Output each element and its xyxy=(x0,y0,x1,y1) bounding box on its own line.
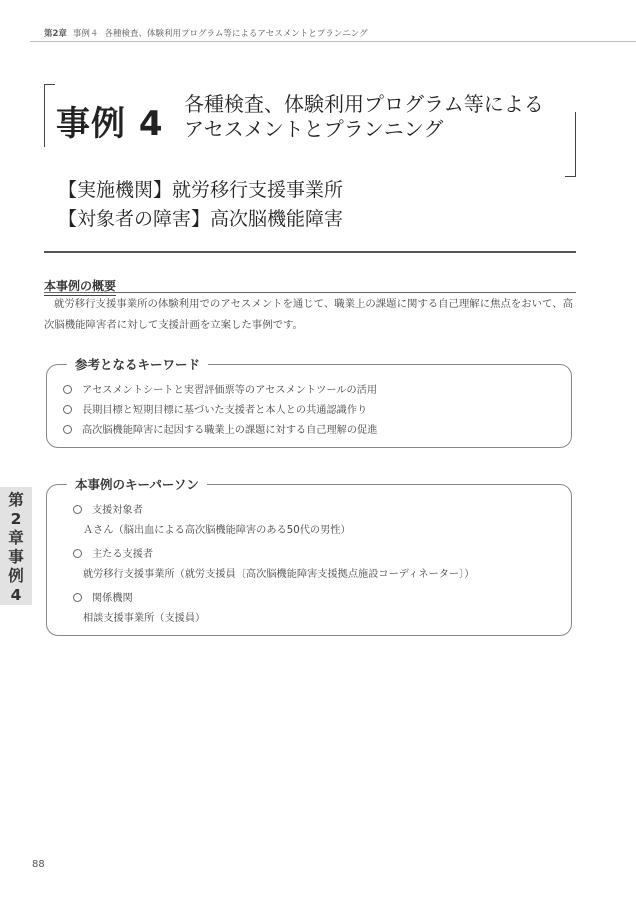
side-tab-char: 2 xyxy=(10,510,22,528)
chapter-side-tab-text xyxy=(0,491,32,605)
keywords-list xyxy=(63,381,377,441)
key-persons-title: 本事例のキーパーソン xyxy=(67,475,207,493)
list-item xyxy=(63,401,377,421)
facility-info xyxy=(58,176,343,234)
page-number: 88 xyxy=(32,859,45,870)
facility-line: 【実施機関】就労移行支援事業所 xyxy=(58,179,344,201)
key-person-label: 関係機関 xyxy=(92,593,133,604)
side-tab-char: 章 xyxy=(8,529,24,547)
list-item xyxy=(63,421,377,441)
keyword-text: 高次脳機能障害に起因する職業上の課題に対する自己理解の促進 xyxy=(82,425,378,436)
keyword-text: アセスメントシートと実習評価票等のアセスメントツールの活用 xyxy=(82,385,378,396)
circle-bullet-icon xyxy=(63,385,72,394)
overview-rule xyxy=(44,292,576,293)
key-person-label: 主たる支援者 xyxy=(92,549,154,560)
running-header-case: 事例４ xyxy=(72,29,99,39)
header-rule xyxy=(30,41,636,42)
circle-bullet-icon xyxy=(63,425,72,434)
case-title-line2: アセスメントとプランニング xyxy=(184,117,444,141)
key-person-item xyxy=(73,545,474,585)
key-persons-panel xyxy=(46,477,572,636)
title-block xyxy=(44,84,576,176)
facility-rule xyxy=(44,251,576,253)
circle-bullet-icon xyxy=(73,549,82,558)
title-bracket-right xyxy=(565,112,576,177)
circle-bullet-icon xyxy=(63,405,72,414)
overview-text: 就労移行支援事業所の体験利用でのアセスメントを通じて、職業上の課題に関する自己理解に焦点をおいて、高次脳機能障害者に対して支援計画を立案した事例です。 xyxy=(44,298,574,331)
circle-bullet-icon xyxy=(73,505,82,514)
key-person-value: 相談支援事業所（支援員） xyxy=(83,613,206,624)
keywords-panel xyxy=(46,357,572,448)
running-header-title: 各種検査、体験利用プログラム等によるアセスメントとプランニング xyxy=(104,29,368,39)
key-person-value: 就労移行支援事業所（就労支援員〔高次脳機能障害支援拠点施設コーディネーター〕） xyxy=(83,569,475,580)
key-person-item xyxy=(73,501,351,541)
chapter-side-tab xyxy=(0,487,32,605)
case-title xyxy=(184,92,544,142)
keyword-text: 長期目標と短期目標に基づいた支援者と本人との共通認識作り xyxy=(82,405,368,416)
circle-bullet-icon xyxy=(73,593,82,602)
overview-heading: 本事例の概要 xyxy=(44,277,116,296)
running-header xyxy=(44,27,368,39)
side-tab-char: 例 xyxy=(8,567,24,585)
case-number: 事例 4 xyxy=(56,104,164,144)
side-tab-char: 第 xyxy=(8,491,24,509)
case-title-line1: 各種検査、体験利用プログラム等による xyxy=(184,92,544,116)
keywords-title: 参考となるキーワード xyxy=(67,355,208,373)
key-person-item xyxy=(73,589,205,629)
key-person-label: 支援対象者 xyxy=(92,505,143,516)
disability-line: 【対象者の障害】高次脳機能障害 xyxy=(58,208,344,230)
running-header-chapter: 第2章 xyxy=(44,29,67,39)
side-tab-char: 4 xyxy=(10,586,22,604)
title-bracket-left xyxy=(44,84,55,147)
key-person-value: Ａさん（脳出血による高次脳機能障害のある50代の男性） xyxy=(83,525,351,536)
list-item xyxy=(63,381,377,401)
side-tab-char: 事 xyxy=(8,548,24,566)
